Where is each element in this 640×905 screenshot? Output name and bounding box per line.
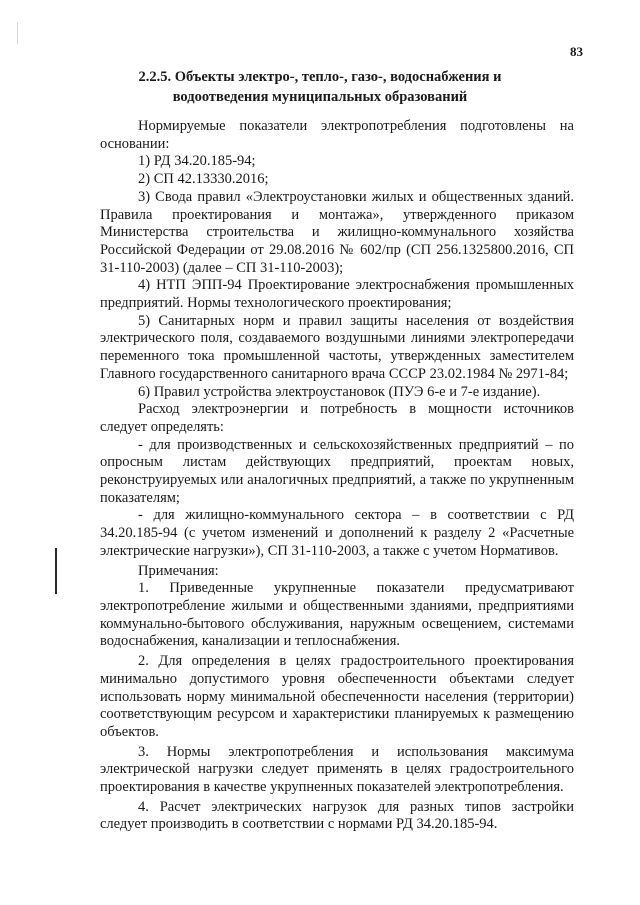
source-item: 6) Правил устройства электроустановок (ПУЭ 6-е и 7-е издание). — [138, 383, 541, 400]
power-item: - для производственных и сельскохозяйственных предприятий – по опросным листам действующих предприятий, проектам новых, реконструируемых или аналогичных предприятий, а также по укрупненным показателям; — [100, 436, 574, 506]
power-item: - для жилищно-коммунального сектора – в соответствии с РД 34.20.185-94 (с учетом изменений и дополнений к разделу 2 «Расчетные электрические нагрузки»), СП 31-110-2003, а также с учетом Нормативов. — [100, 507, 574, 559]
source-item: 3) Свода правил «Электроустановки жилых и общественных зданий. Правила проектирования и монтажа», утвержденного приказом Министерства строительства и жилищно-коммунального хозяйства Российской Федерации от 29.08.2016 № 602/пр (СП 256.1325800.2016, СП 31-110-2003) (далее – СП 31-110-2003); — [100, 188, 574, 276]
source-item: 1) РД 34.20.185-94; — [138, 153, 256, 170]
note-item: 1. Приведенные укрупненные показатели предусматривают электропотребление жилыми и общественными зданиями, предприятиями коммунально-бытового обслуживания, наружным освещением, системами водоснабжения, канализации и теплоснабжения. — [100, 580, 574, 650]
page-number: 83 — [570, 44, 583, 59]
section-heading-line: 2.2.5. Объекты электро-, тепло-, газо-, водоснабжения и — [138, 69, 502, 85]
power-intro-paragraph: Расход электроэнергии и потребность в мощности источников следует определять: — [100, 401, 574, 435]
source-item: 2) СП 42.13330.2016; — [138, 171, 269, 188]
margin-bar — [55, 548, 57, 594]
intro-paragraph: Нормируемые показатели электропотребления подготовлены на основании: — [100, 118, 574, 152]
note-item: 3. Нормы электропотребления и использования максимума электрической нагрузки следует применять в целях градостроительного проектирования в качестве укрупненных показателей электропотребления. — [100, 743, 574, 796]
note-item: 4. Расчет электрических нагрузок для разных типов застройки следует производить в соответствии с нормами РД 34.20.185-94. — [100, 798, 574, 833]
source-item: 5) Санитарных норм и правил защиты населения от воздействия электрического поля, создаваемого воздушными линиями электропередачи переменного тока промышленной частоты, утвержденных заместителем Главного государственного санитарного врача СССР 23.02.1984 № 2971-84; — [100, 312, 574, 382]
scan-artifact — [17, 22, 18, 44]
section-heading — [90, 67, 550, 107]
document-body — [100, 118, 574, 834]
note-item: 2. Для определения в целях градостроительного проектирования минимально допустимого уровня обеспеченности объектами следует использовать норму минимальной обеспеченности населения (территории) соответствующим ресурсом и характеристики планируемых к размещению объектов. — [100, 653, 574, 740]
section-heading-line: водоотведения муниципальных образований — [172, 89, 468, 105]
source-item: 4) НТП ЭПП-94 Проектирование электроснабжения промышленных предприятий. Нормы технологического проектирования; — [100, 277, 574, 312]
notes-title: Примечания: — [138, 562, 219, 579]
